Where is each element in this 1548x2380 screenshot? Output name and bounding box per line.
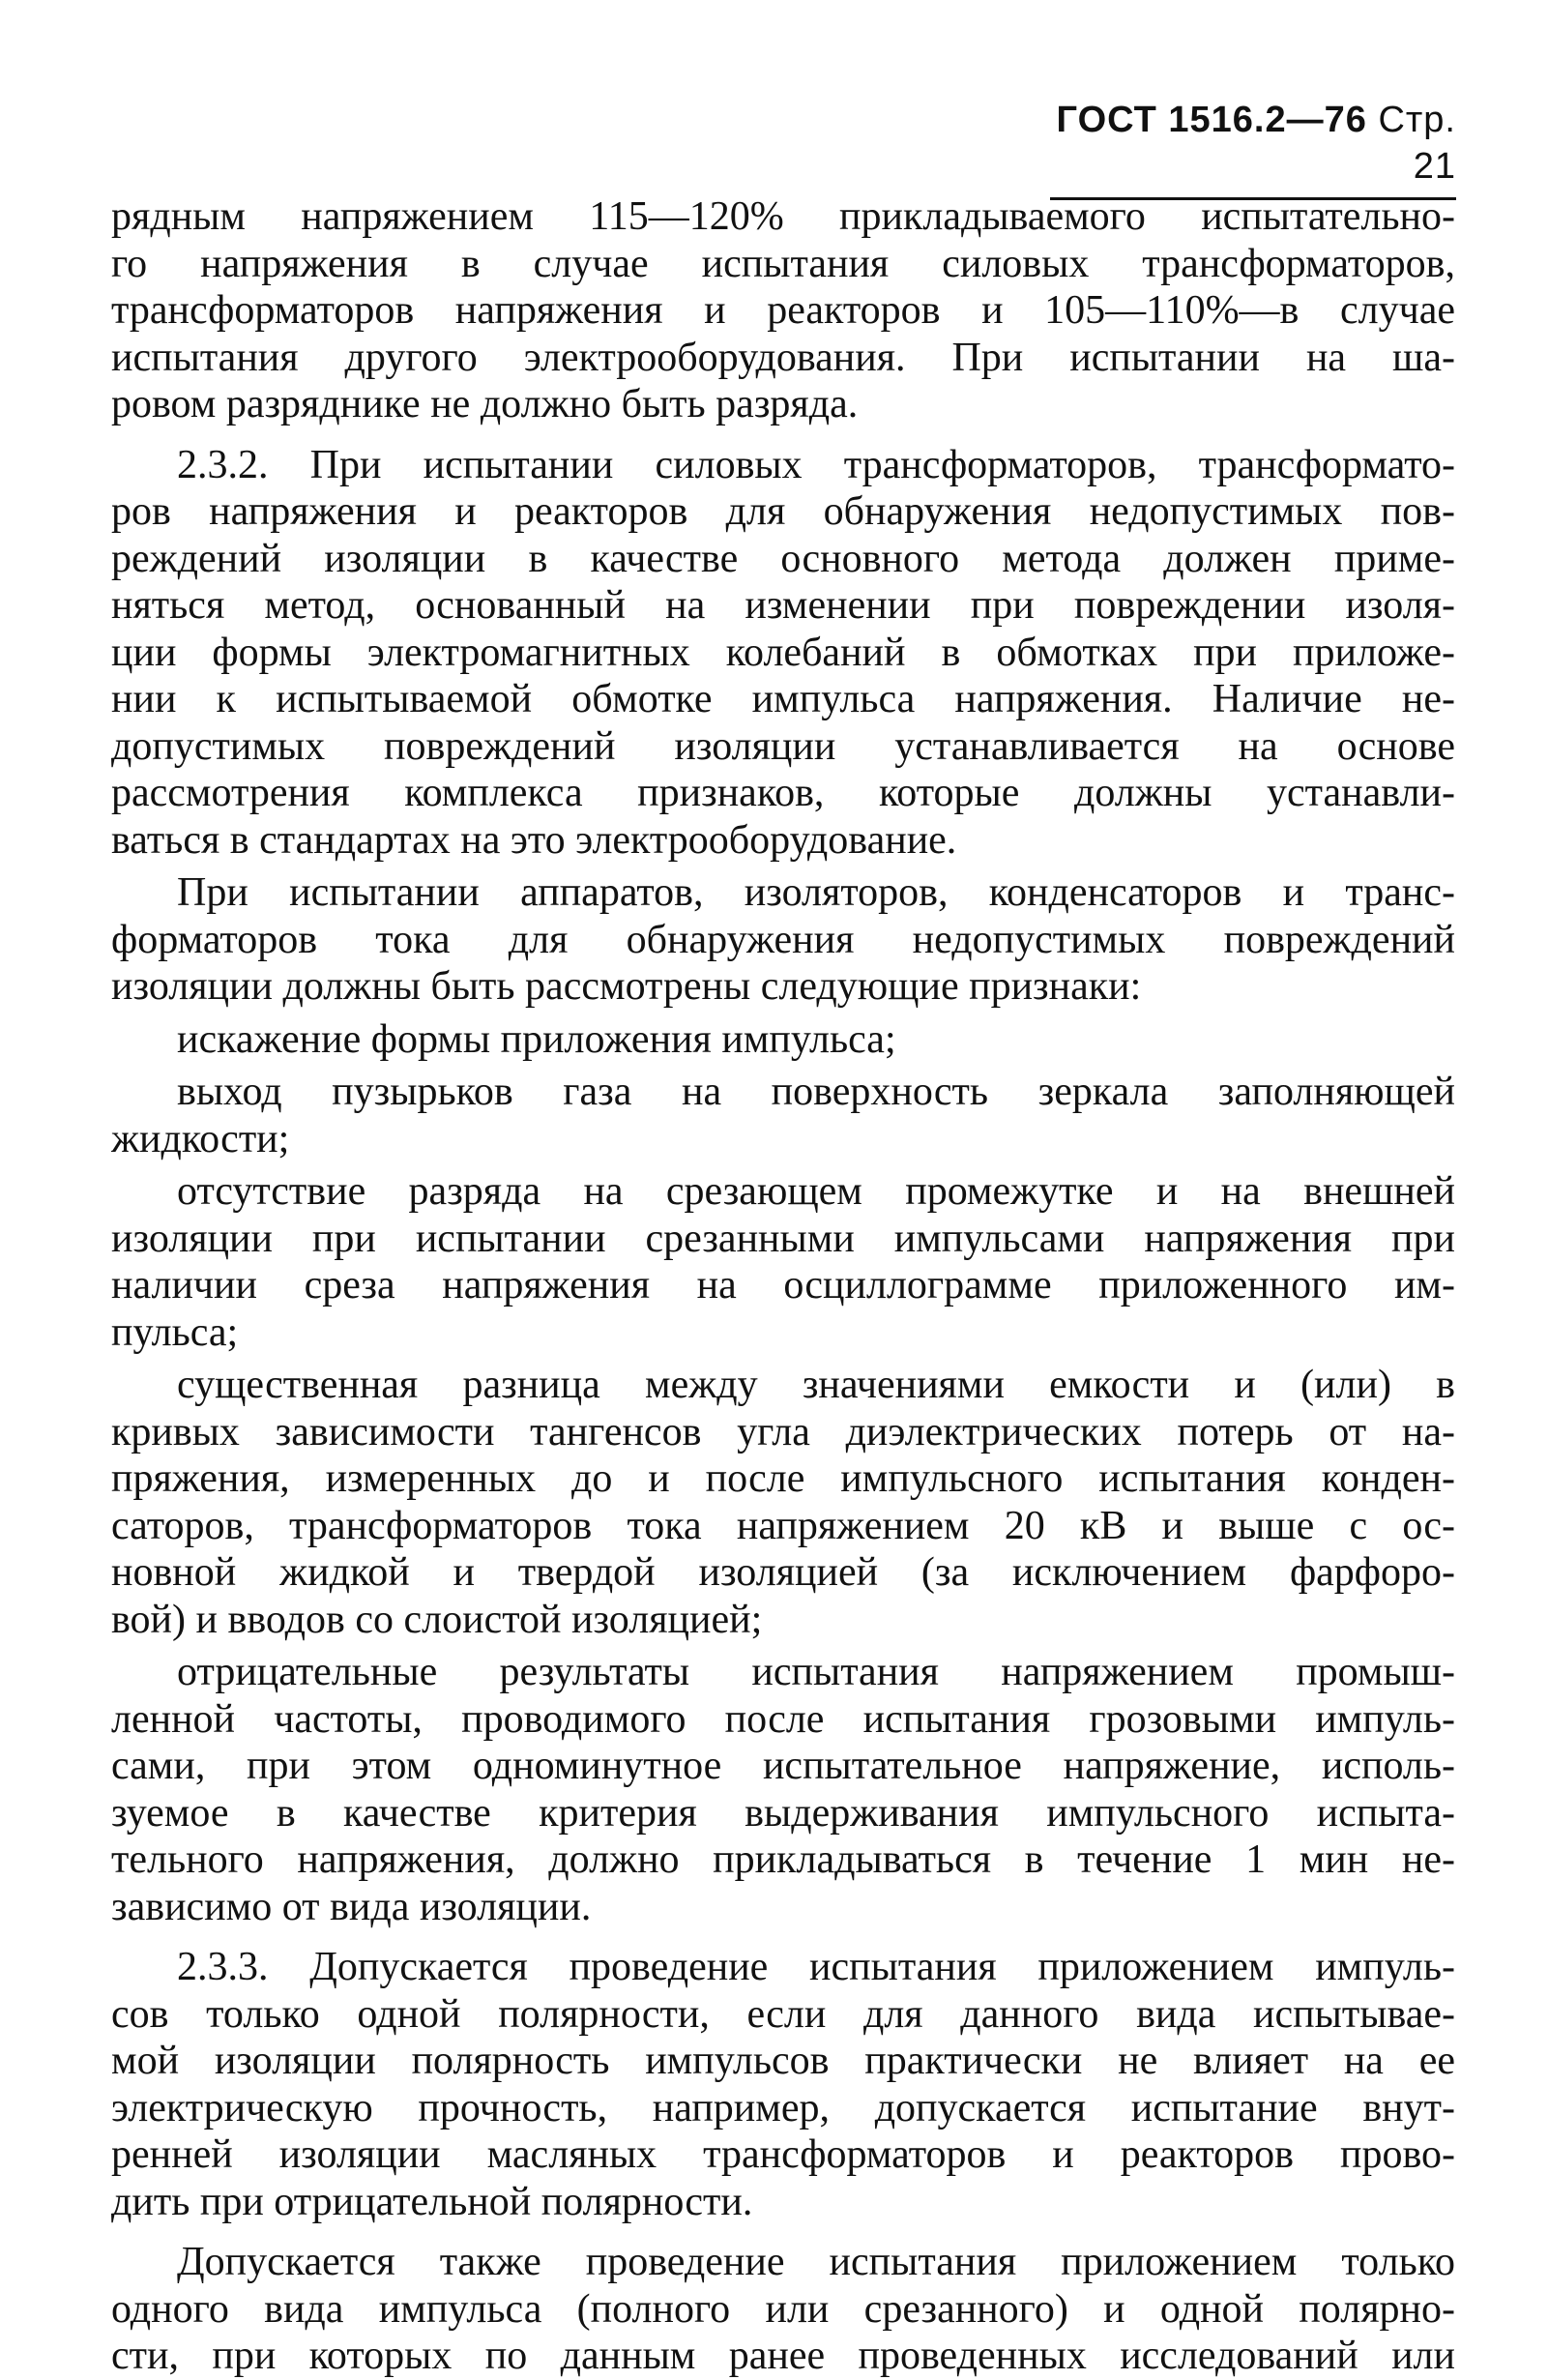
text-line: сти, при которых по данным ранее проведенных исследований или bbox=[111, 2334, 1455, 2378]
text-line: ровом разряднике не должно быть разряда. bbox=[111, 382, 859, 426]
paragraph-2-3-2 bbox=[111, 442, 1455, 865]
text-line: го напряжения в случае испытания силовых трансформаторов, bbox=[111, 241, 1455, 286]
text-line: наличии среза напряжения на осциллограмме приложенного им- bbox=[111, 1263, 1455, 1308]
text-line: ров напряжения и реакторов для обнаружения недопустимых пов- bbox=[111, 489, 1455, 534]
text-line: ленной частоты, проводимого после испытания грозовыми импуль- bbox=[111, 1696, 1455, 1742]
page-number: Стр. 21 bbox=[1378, 100, 1456, 187]
text-line: кривых зависимости тангенсов угла диэлектрических потерь от на- bbox=[111, 1409, 1455, 1454]
list-item bbox=[111, 1362, 1455, 1643]
paragraph-2-3-3 bbox=[111, 1944, 1455, 2225]
standard-number: ГОСТ 1516.2—76 bbox=[1056, 100, 1367, 140]
text-line: отсутствие разряда на срезающем промежутке и на внешней bbox=[177, 1169, 1455, 1214]
page-header bbox=[1050, 97, 1456, 200]
text-line: трансформаторов напряжения и реакторов и 105—110%—в случае bbox=[111, 288, 1455, 333]
text-line: тельного напряжения, должно прикладываться в течение 1 мин не- bbox=[111, 1837, 1455, 1882]
text-line: новной жидкой и твердой изоляцией (за исключением фарфоро- bbox=[111, 1550, 1455, 1595]
text-line: существенная разница между значениями емкости и (или) в bbox=[177, 1363, 1455, 1407]
text-line: зуемое в качестве критерия выдерживания импульсного испыта- bbox=[111, 1790, 1455, 1836]
text-line: допустимых повреждений изоляции устанавливается на основе bbox=[111, 723, 1455, 769]
paragraph bbox=[111, 193, 1455, 428]
text-line: ции формы электромагнитных колебаний в обмотках при приложе- bbox=[111, 630, 1455, 675]
text-line: рассмотрения комплекса признаков, которые должны устанавли- bbox=[111, 771, 1455, 815]
text-line: испытания другого электрооборудования. При испытании на ша- bbox=[111, 335, 1455, 380]
text-line: зависимо от вида изоляции. bbox=[111, 1884, 592, 1929]
text-line: реждений изоляции в качестве основного метода должен приме- bbox=[111, 536, 1455, 581]
paragraph bbox=[111, 2239, 1455, 2380]
text-line: 2.3.2. При испытании силовых трансформаторов, трансформато- bbox=[177, 442, 1455, 487]
text-line: дить при отрицательной полярности. bbox=[111, 2179, 753, 2224]
text-line: отрицательные результаты испытания напряжением промыш- bbox=[177, 1650, 1455, 1694]
text-line: При испытании аппаратов, изоляторов, конденсаторов и транс- bbox=[177, 870, 1455, 915]
list-item bbox=[111, 1069, 1455, 1162]
text-line: выход пузырьков газа на поверхность зеркала заполняющей bbox=[177, 1070, 1455, 1114]
text-line: ваться в стандартах на это электрооборудование. bbox=[111, 817, 957, 863]
text-line: вой) и вводов со слоистой изоляцией; bbox=[111, 1597, 763, 1642]
text-line: саторов, трансформаторов тока напряжением 20 кВ и выше с ос- bbox=[111, 1503, 1455, 1548]
paragraph bbox=[111, 869, 1455, 1011]
text-line: пульса; bbox=[111, 1309, 239, 1355]
list-item bbox=[111, 1016, 1455, 1064]
text-line: искажение формы приложения импульса; bbox=[177, 1016, 896, 1062]
text-line: сами, при этом одноминутное испытательное напряжение, исполь- bbox=[111, 1744, 1455, 1788]
text-line: изоляции должны быть рассмотрены следующие признаки: bbox=[111, 964, 1142, 1009]
list-item bbox=[111, 1168, 1455, 1356]
text-line: 2.3.3. Допускается проведение испытания приложением импуль- bbox=[177, 1945, 1455, 1989]
text-line: жидкости; bbox=[111, 1116, 290, 1161]
body-text bbox=[111, 193, 1455, 2380]
text-line: пряжения, измеренных до и после импульсного испытания конден- bbox=[111, 1456, 1455, 1501]
text-line: Допускается также проведение испытания приложением только bbox=[177, 2240, 1455, 2284]
text-line: няться метод, основанный на изменении при повреждении изоля- bbox=[111, 583, 1455, 628]
list-item bbox=[111, 1649, 1455, 1930]
text-line: форматоров тока для обнаружения недопустимых повреждений bbox=[111, 917, 1455, 962]
text-line: ренней изоляции масляных трансформаторов и реакторов прово- bbox=[111, 2132, 1455, 2177]
text-line: электрическую прочность, например, допускается испытание внут- bbox=[111, 2085, 1455, 2130]
text-line: одного вида импульса (полного или срезанного) и одной полярно- bbox=[111, 2286, 1455, 2332]
text-line: изоляции при испытании срезанными импульсами напряжения при bbox=[111, 1216, 1455, 1261]
text-line: рядным напряжением 115—120% прикладываемого испытательно- bbox=[111, 194, 1455, 239]
text-line: мой изоляции полярность импульсов практически не влияет на ее bbox=[111, 2039, 1455, 2083]
text-line: нии к испытываемой обмотке импульса напряжения. Наличие не- bbox=[111, 677, 1455, 721]
text-line: сов только одной полярности, если для данного вида испытывае- bbox=[111, 1991, 1455, 2037]
